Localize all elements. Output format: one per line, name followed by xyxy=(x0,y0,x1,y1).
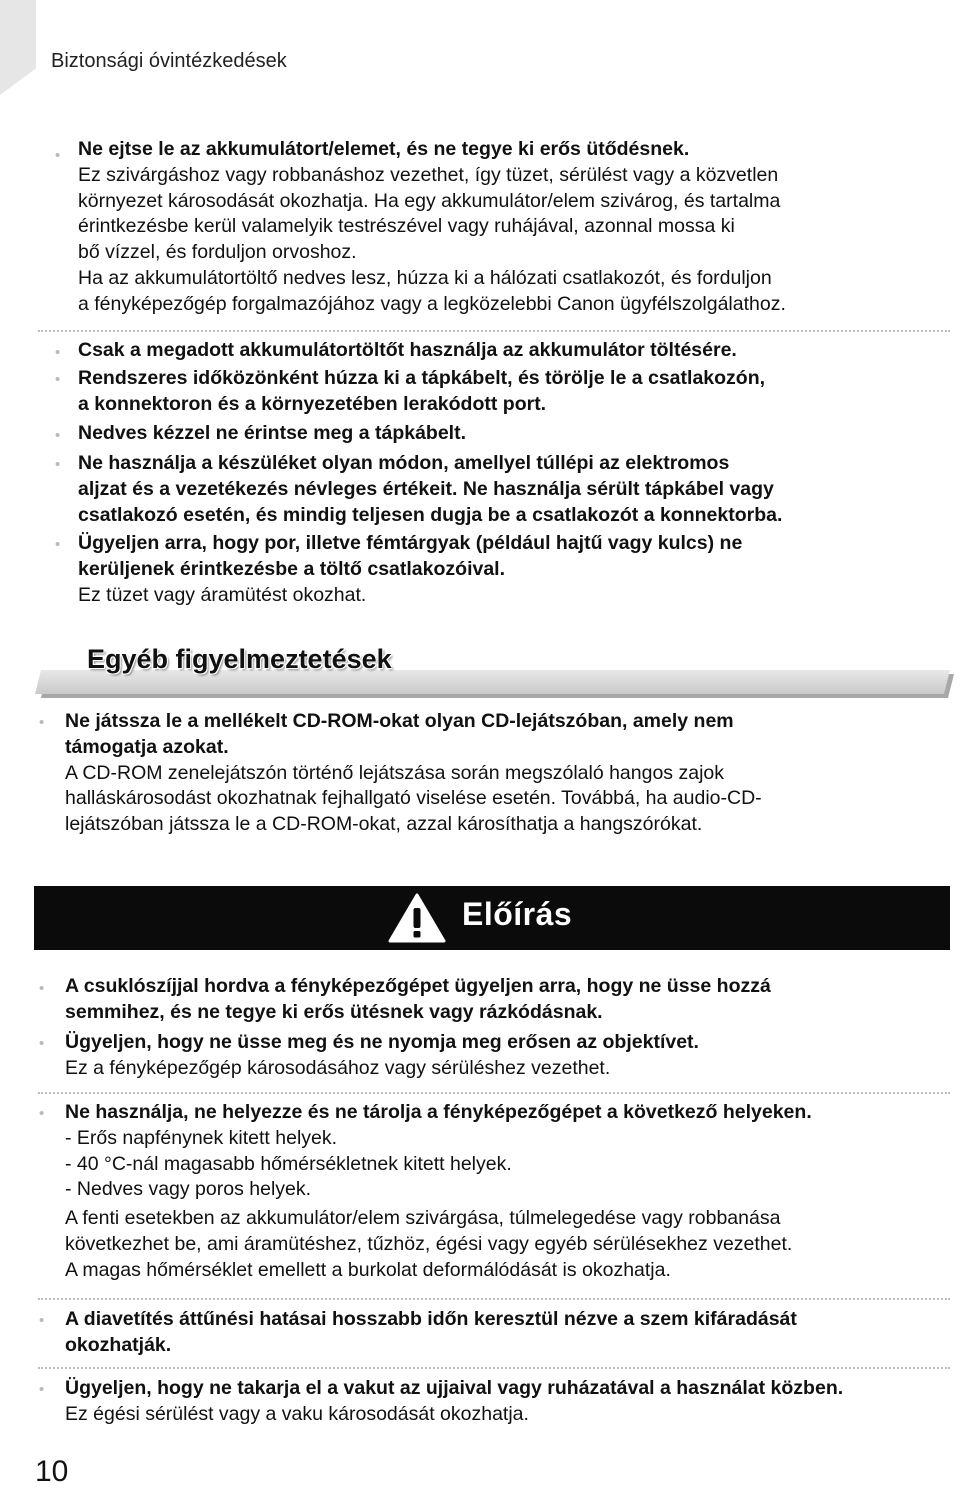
item-title: Csak a megadott akkumulátortöltőt használja az akkumulátor töltésére. xyxy=(78,339,737,361)
item-title: Ügyeljen, hogy ne takarja el a vakut az ujjaival vagy ruházatával a használat közben. xyxy=(65,1377,844,1399)
item-body: Ha az akkumulátortöltő nedves lesz, húzza ki a hálózati csatlakozót, és forduljon xyxy=(78,266,772,289)
list-item xyxy=(78,531,956,608)
dotted-separator xyxy=(38,330,950,332)
item-title: Ne használja a készüléket olyan módon, amellyel túllépi az elektromos xyxy=(78,452,730,474)
item-body: A CD-ROM zenelejátszón történő lejátszása során megszólaló hangos zajok xyxy=(65,761,725,784)
bullet-icon: • xyxy=(55,371,61,388)
page-corner-tab xyxy=(0,0,36,95)
dash-item: - 40 °C-nál magasabb hőmérsékletnek kitett helyek. xyxy=(65,1152,512,1175)
bullet-icon: • xyxy=(55,536,61,553)
bullet-icon: • xyxy=(39,1105,45,1122)
item-body: Ez tüzet vagy áramütést okozhat. xyxy=(78,583,367,606)
list-item xyxy=(78,366,956,418)
item-title: Ügyeljen, hogy ne üsse meg és ne nyomja meg erősen az objektívet. xyxy=(65,1031,699,1053)
item-title: A csuklószíjjal hordva a fényképezőgépet ügyeljen arra, hogy ne üsse hozzá xyxy=(65,975,771,997)
list-item xyxy=(65,1307,956,1359)
item-title: Nedves kézzel ne érintse meg a tápkábelt. xyxy=(78,422,467,444)
bullet-icon: • xyxy=(39,1312,45,1329)
section-title: Egyéb figyelmeztetések xyxy=(87,644,392,674)
list-item xyxy=(78,421,956,447)
bullet-icon: • xyxy=(55,456,61,473)
item-title: a konnektoron és a környezetében lerakódott port. xyxy=(78,392,547,415)
bullet-icon: • xyxy=(39,980,45,997)
item-body: Ez szivárgáshoz vagy robbanáshoz vezethet, így tüzet, sérülést vagy a közvetlen xyxy=(78,163,779,186)
list-item xyxy=(65,974,956,1026)
section-heading-other xyxy=(35,636,950,694)
bullet-icon: • xyxy=(39,1035,45,1052)
item-title: semmihez, és ne tegye ki erős ütésnek vagy rázkódásnak. xyxy=(65,1000,603,1023)
bullet-icon: • xyxy=(39,714,45,731)
list-item xyxy=(78,338,956,364)
page-number: 10 xyxy=(35,1455,69,1488)
item-body: lejátszóban játssza le a CD-ROM-okat, azzal károsíthatja a hangszórókat. xyxy=(65,813,703,836)
bullet-icon: • xyxy=(55,344,61,361)
item-title: Ne használja, ne helyezze és ne tárolja a fényképezőgépet a következő helyeken. xyxy=(65,1101,812,1123)
dash-item: - Nedves vagy poros helyek. xyxy=(65,1178,312,1201)
dotted-separator xyxy=(38,1298,950,1300)
list-item xyxy=(78,137,956,318)
item-title: aljzat és a vezetékezés névleges értékeit. Ne használja sérült tápkábel vagy xyxy=(78,477,774,500)
item-body: környezet károsodását okozhatja. Ha egy akkumulátor/elem szivárog, és tartalma xyxy=(78,189,781,212)
page-header-title: Biztonsági óvintézkedések xyxy=(51,50,287,72)
item-body: A fenti esetekben az akkumulátor/elem szivárgása, túlmelegedése vagy robbanása xyxy=(65,1207,781,1230)
item-title: Ne ejtse le az akkumulátort/elemet, és ne tegye ki erős ütődésnek. xyxy=(78,138,690,160)
list-item xyxy=(65,1376,956,1428)
item-title: támogatja azokat. xyxy=(65,735,229,758)
item-title: Ne játssza le a mellékelt CD-ROM-okat olyan CD-lejátszóban, amely nem xyxy=(65,710,734,732)
list-item xyxy=(65,709,956,838)
item-body: A magas hőmérséklet emellett a burkolat deformálódását is okozhatja. xyxy=(65,1258,671,1281)
bullet-icon: • xyxy=(55,427,61,444)
bullet-icon: • xyxy=(55,147,61,164)
bullet-icon: • xyxy=(39,1381,45,1398)
item-body: Ez a fényképezőgép károsodásához vagy sérüléshez vezethet. xyxy=(65,1056,611,1079)
item-body: Ez égési sérülést vagy a vaku károsodását okozhatja. xyxy=(65,1402,529,1425)
item-title: okozhatják. xyxy=(65,1333,172,1356)
caution-banner xyxy=(34,886,950,950)
warning-triangle-icon xyxy=(388,892,446,944)
item-title: csatlakozó esetén, és mindig teljesen dugja be a csatlakozót a konnektorba. xyxy=(78,503,783,526)
item-body: halláskárosodást okozhatnak fejhallgató viselése esetén. Továbbá, ha audio-CD- xyxy=(65,787,762,810)
list-item xyxy=(65,1100,956,1284)
item-body: bő vízzel, és forduljon orvoshoz. xyxy=(78,241,357,264)
caution-title: Előírás xyxy=(462,896,573,932)
dash-item: - Erős napfénynek kitett helyek. xyxy=(65,1126,338,1149)
item-title: Rendszeres időközönként húzza ki a tápkábelt, és törölje le a csatlakozón, xyxy=(78,367,766,389)
list-item xyxy=(65,1030,956,1082)
list-item xyxy=(78,451,956,528)
item-body: érintkezésbe kerül valamelyik testrészével vagy ruhájával, azonnal mossa ki xyxy=(78,215,735,238)
item-body: következhet be, ami áramütéshez, tűzhöz, égési vagy egyéb sérülésekhez vezethet. xyxy=(65,1232,793,1255)
item-title: kerüljenek érintkezésbe a töltő csatlakozóival. xyxy=(78,557,506,580)
item-body: a fényképezőgép forgalmazójához vagy a legközelebbi Canon ügyfélszolgálathoz. xyxy=(78,292,786,315)
item-title: A diavetítés áttűnési hatásai hosszabb időn keresztül nézve a szem kifáradását xyxy=(65,1308,797,1330)
dotted-separator xyxy=(38,1367,950,1369)
item-title: Ügyeljen arra, hogy por, illetve fémtárgyak (például hajtű vagy kulcs) ne xyxy=(78,532,743,554)
dotted-separator xyxy=(38,1092,950,1094)
